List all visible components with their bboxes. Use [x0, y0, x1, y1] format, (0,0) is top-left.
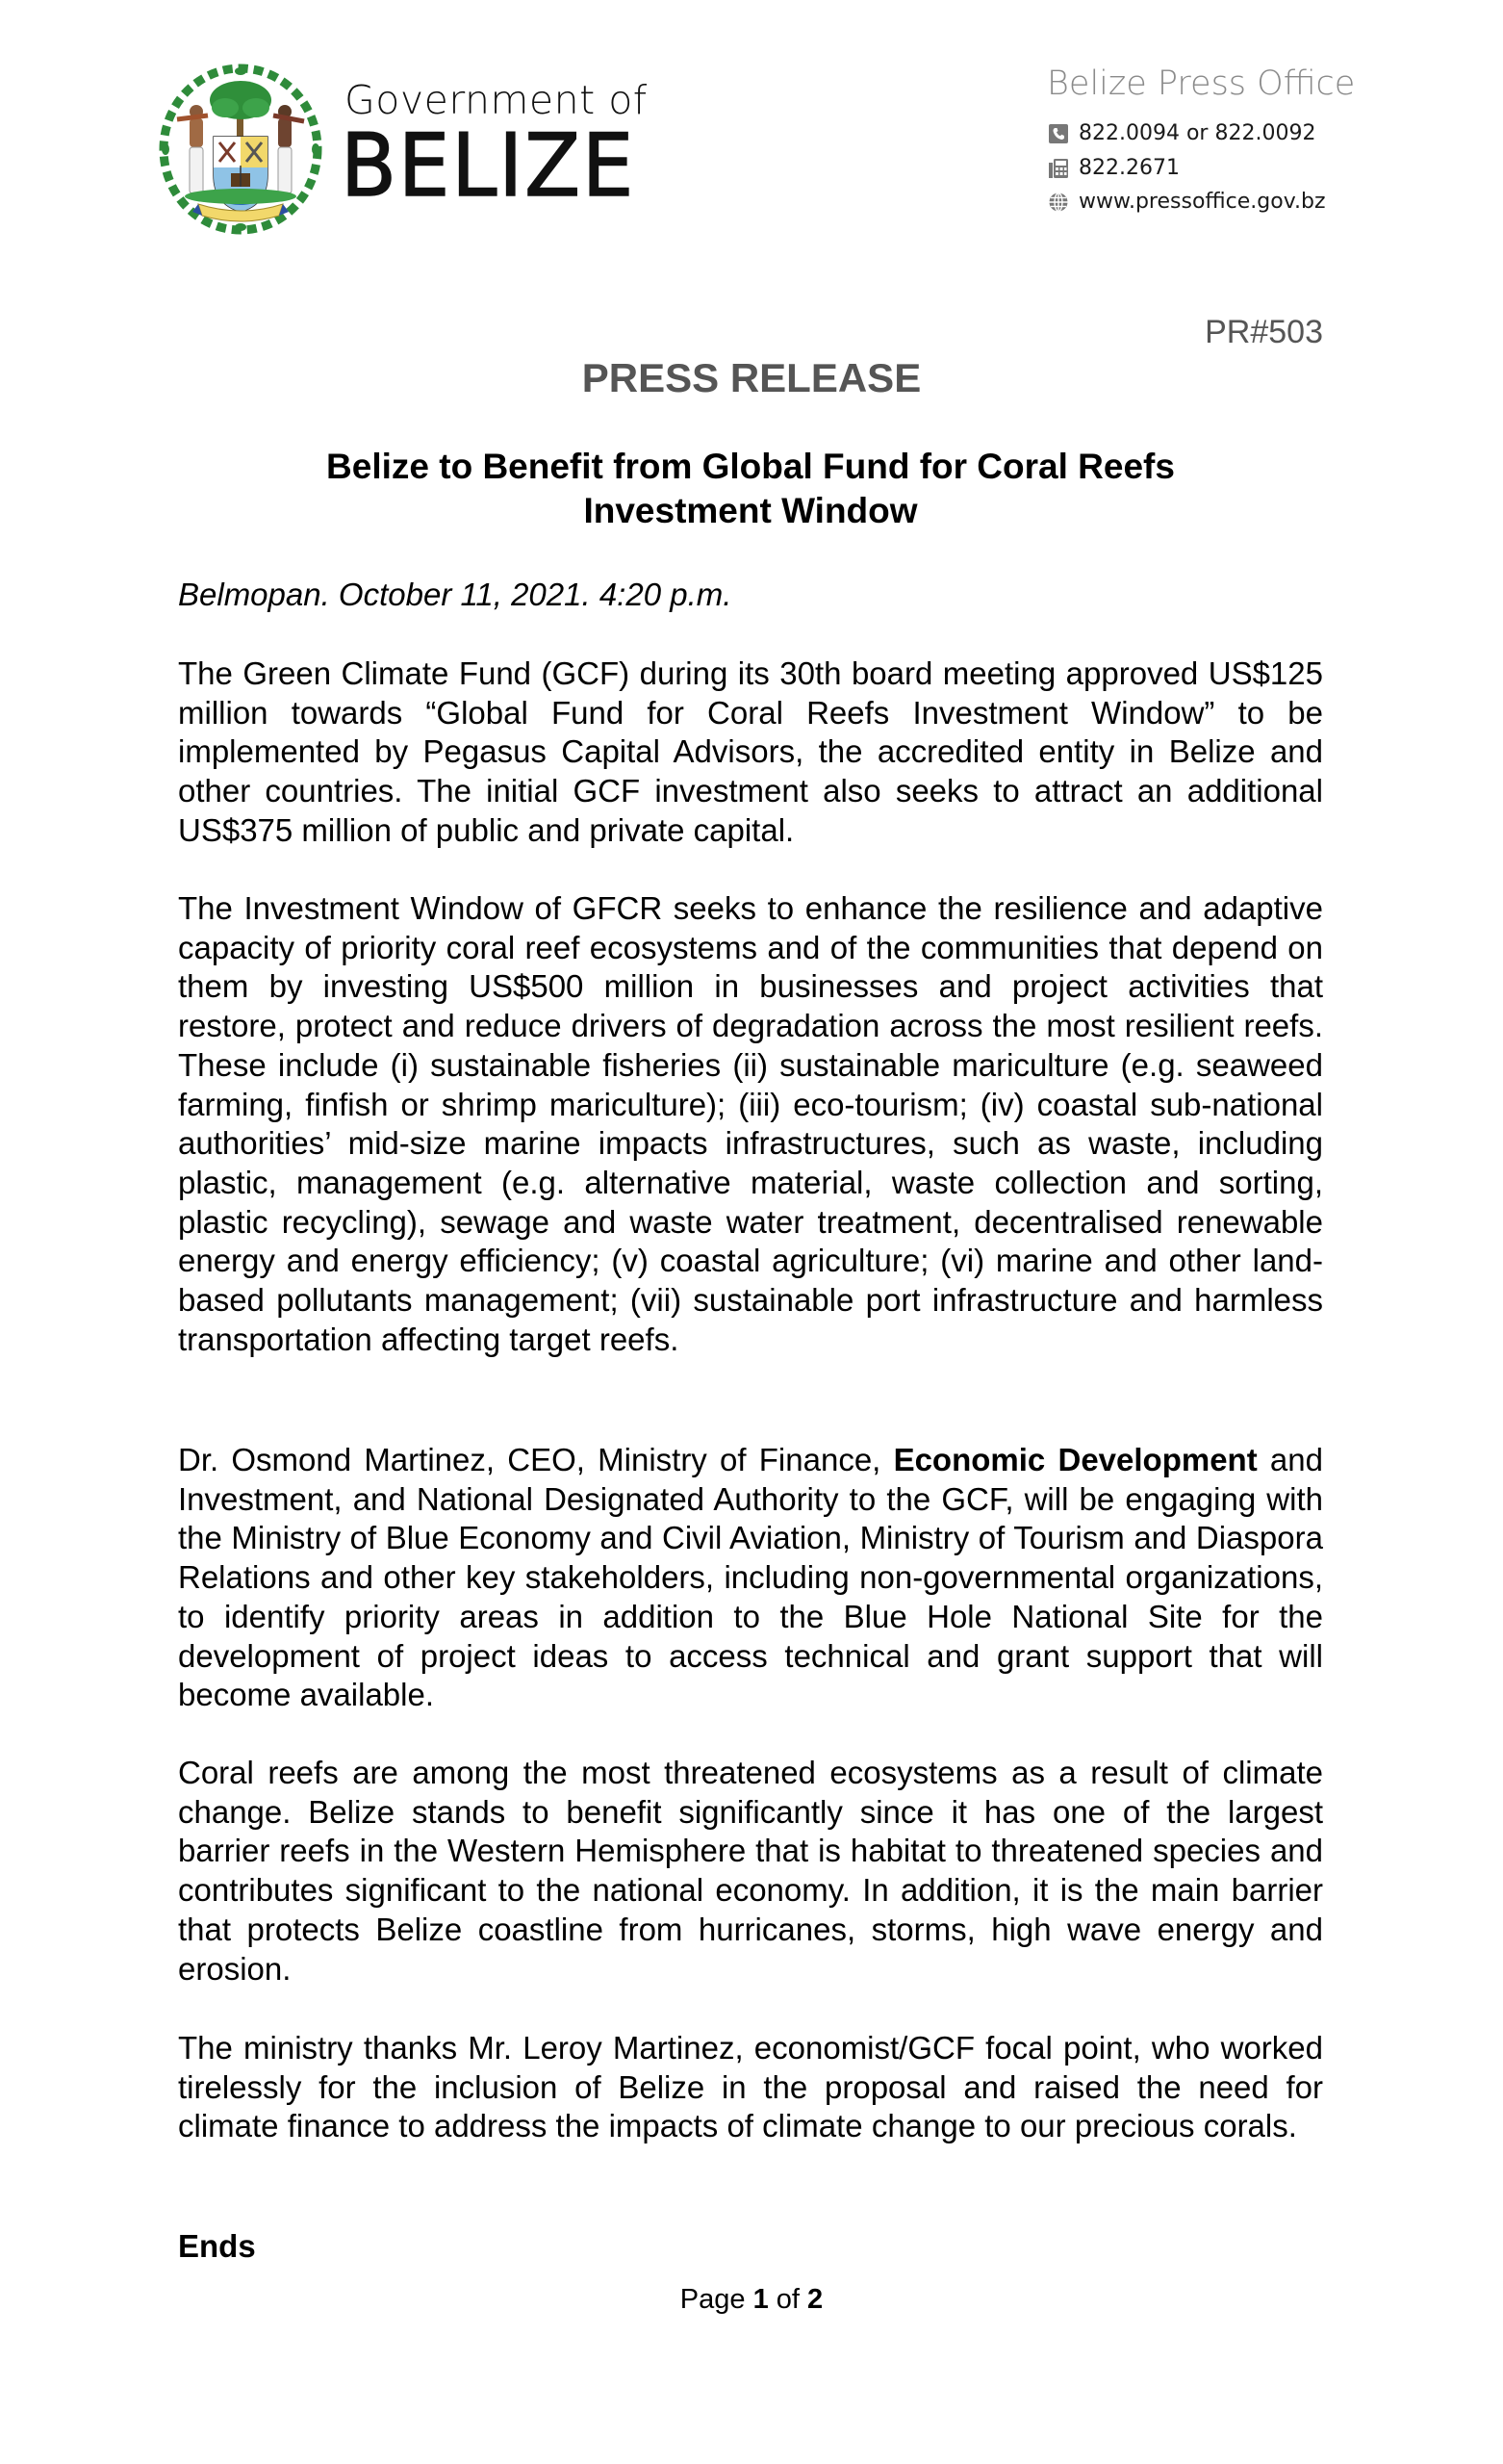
page-number-footer	[0, 2286, 1503, 2314]
paragraph-1: The Green Climate Fund (GCF) during its 30th board meeting approved US$125 million towards “Global Fund for Coral Reefs Investment Window” to be implemented by Pegasus Capital Advisors, the accredited entity in Belize and other countries. The initial GCF investment also seeks to attract an additional US$375 million of public and private capital.	[178, 655, 1323, 848]
fax-number: 822.2671	[1079, 156, 1180, 180]
headline-line-2: Investment Window	[583, 491, 918, 530]
press-release-number: PR#503	[1205, 314, 1323, 350]
phone-numbers: 822.0094 or 822.0092	[1079, 121, 1316, 145]
paragraph-3	[178, 1441, 1323, 1715]
paragraph-3-text-b: and Investment, and National Designated Authority to the GCF, will be engaging with the Ministry of Blue Economy and Civil Aviation, Ministry of Tourism and Diaspora Relations and other key stakeholders, including non-governmental organizations, to identify priority areas in addition to the Blue Hole National Site for the development of project ideas to access technical and grant support that will become available.	[178, 1442, 1323, 1713]
total-pages: 2	[807, 2284, 824, 2315]
closing-ends: Ends	[178, 2228, 256, 2264]
belize-coat-of-arms-icon	[154, 60, 327, 239]
headline	[178, 445, 1323, 533]
paragraph-5: The ministry thanks Mr. Leroy Martinez, economist/GCF focal point, who worked tirelessly for the inclusion of Belize in the proposal and raised the need for climate finance to address the impacts of climate change to our precious corals.	[178, 2030, 1323, 2144]
headline-line-1: Belize to Benefit from Global Fund for Coral Reefs	[326, 447, 1175, 486]
dateline: Belmopan. October 11, 2021. 4:20 p.m.	[178, 577, 732, 612]
fax-icon	[1049, 159, 1068, 178]
paragraph-2: The Investment Window of GFCR seeks to enhance the resilience and adaptive capacity of priority coral reef ecosystems and of the communities that depend on them by investing US$500 million in businesses and project activities that restore, protect and reduce drivers of degradation across the most resilient reefs. These include (i) sustainable fisheries (ii) sustainable mariculture (e.g. seaweed farming, finfish or shrimp mariculture); (iii) eco-tourism; (iv) coastal sub-national authorities’ mid-size marine impacts infrastructures, such as waste, including plastic, management (e.g. alternative material, waste collection and sorting, plastic recycling), sewage and waste water treatment, decentralised renewable energy and energy efficiency; (v) coastal agriculture; (vi) marine and other land-based pollutants management; (vii) sustainable port infrastructure and harmless transportation affecting target reefs.	[178, 890, 1323, 1357]
website-link[interactable]: www.pressoffice.gov.bz	[1079, 190, 1326, 214]
logo-belize-text: BELIZE	[341, 116, 636, 217]
press-office-fax	[1049, 156, 1180, 180]
press-office-phone	[1049, 121, 1315, 145]
press-release-label: PRESS RELEASE	[581, 355, 922, 400]
page-prefix: Page	[679, 2284, 746, 2315]
paragraph-3-text-a: Dr. Osmond Martinez, CEO, Ministry of Finance,	[178, 1442, 894, 1477]
press-office-title: Belize Press Office	[1047, 64, 1356, 103]
phone-icon	[1049, 124, 1068, 143]
globe-icon	[1049, 192, 1068, 212]
paragraph-3-bold-text: Economic Development	[893, 1442, 1258, 1477]
paragraph-4: Coral reefs are among the most threatened ecosystems as a result of climate change. Belize stands to benefit significantly since it has one of the largest barrier reefs in the Western Hemisphere that is habitat to threatened species and contributes significant to the national economy. In addition, it is the main barrier that protects Belize coastline from hurricanes, storms, high wave energy and erosion.	[178, 1755, 1323, 1987]
current-page: 1	[752, 2284, 769, 2315]
press-office-website[interactable]	[1049, 190, 1326, 214]
page-of: of	[776, 2284, 800, 2315]
logo-government-of-text: Government of	[344, 77, 648, 123]
